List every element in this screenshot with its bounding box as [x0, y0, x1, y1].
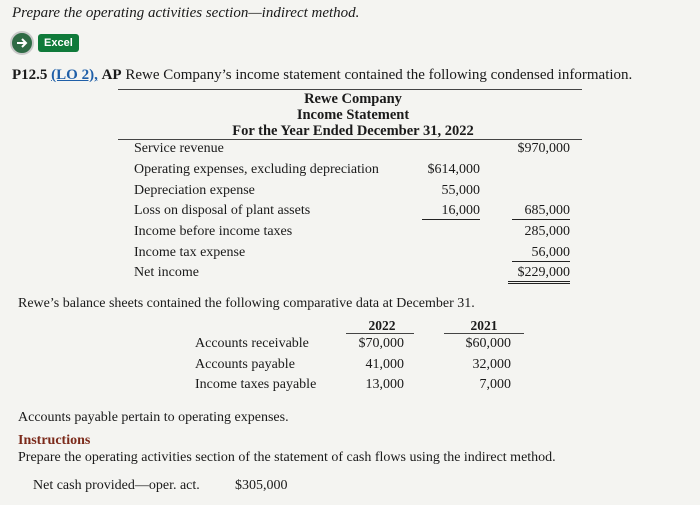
year-header: 2022 — [368, 318, 396, 333]
learning-objective-link[interactable]: (LO 2), — [51, 67, 98, 83]
balance-2021: $60,000 — [465, 336, 511, 351]
note-text: Accounts payable pertain to operating expenses. — [18, 410, 289, 425]
net-cash-value[interactable]: $305,000 — [235, 478, 288, 493]
balance-label: Income taxes payable — [195, 377, 317, 392]
row-col2: 56,000 — [512, 245, 570, 262]
statement-period: For the Year Ended December 31, 2022 — [232, 123, 474, 139]
balance-2022: 41,000 — [365, 357, 404, 372]
row-label: Income before income taxes — [134, 224, 293, 239]
row-label: Net income — [134, 265, 199, 280]
row-col2: $229,000 — [508, 265, 570, 284]
row-col2: $970,000 — [517, 141, 570, 156]
problem-number: P12.5 — [12, 67, 48, 83]
year-header: 2021 — [470, 318, 498, 333]
row-col1: 55,000 — [441, 183, 480, 198]
balance-intro: Rewe’s balance sheets contained the following comparative data at December 31. — [18, 296, 475, 311]
row-label: Operating expenses, excluding depreciation — [134, 162, 379, 177]
statement-top-rule — [118, 89, 582, 90]
row-label: Loss on disposal of plant assets — [134, 203, 311, 218]
row-col1: $614,000 — [427, 162, 480, 177]
excel-button[interactable] — [10, 31, 76, 55]
header-rule — [444, 333, 524, 334]
balance-label: Accounts payable — [195, 357, 295, 372]
row-label: Depreciation expense — [134, 183, 255, 198]
row-label: Service revenue — [134, 141, 224, 156]
arrow-right-icon — [10, 31, 34, 55]
instructions-text: Prepare the operating activities section of the statement of cash flows using the indirect method. — [18, 450, 556, 465]
problem-ap: AP — [101, 67, 122, 83]
statement-name: Income Statement — [296, 107, 410, 123]
statement-company: Rewe Company — [304, 91, 402, 107]
excel-label: Excel — [38, 34, 79, 52]
balance-2022: $70,000 — [358, 336, 404, 351]
statement-header-rule — [118, 139, 582, 140]
balance-label: Accounts receivable — [195, 336, 309, 351]
problem-text: Rewe Company’s income statement contained the following condensed information. — [125, 67, 633, 83]
balance-2022: 13,000 — [365, 377, 404, 392]
balance-2021: 7,000 — [479, 377, 511, 392]
prompt-heading: Prepare the operating activities section—indirect method. — [12, 5, 360, 21]
problem-statement — [12, 67, 632, 84]
balance-2021: 32,000 — [472, 357, 511, 372]
row-col1: 16,000 — [422, 203, 480, 220]
instructions-heading: Instructions — [18, 433, 91, 448]
row-label: Income tax expense — [134, 245, 246, 260]
row-col2: 685,000 — [512, 203, 570, 220]
header-rule — [346, 333, 414, 334]
net-cash-label: Net cash provided—oper. act. — [33, 478, 200, 493]
row-col2: 285,000 — [524, 224, 570, 239]
